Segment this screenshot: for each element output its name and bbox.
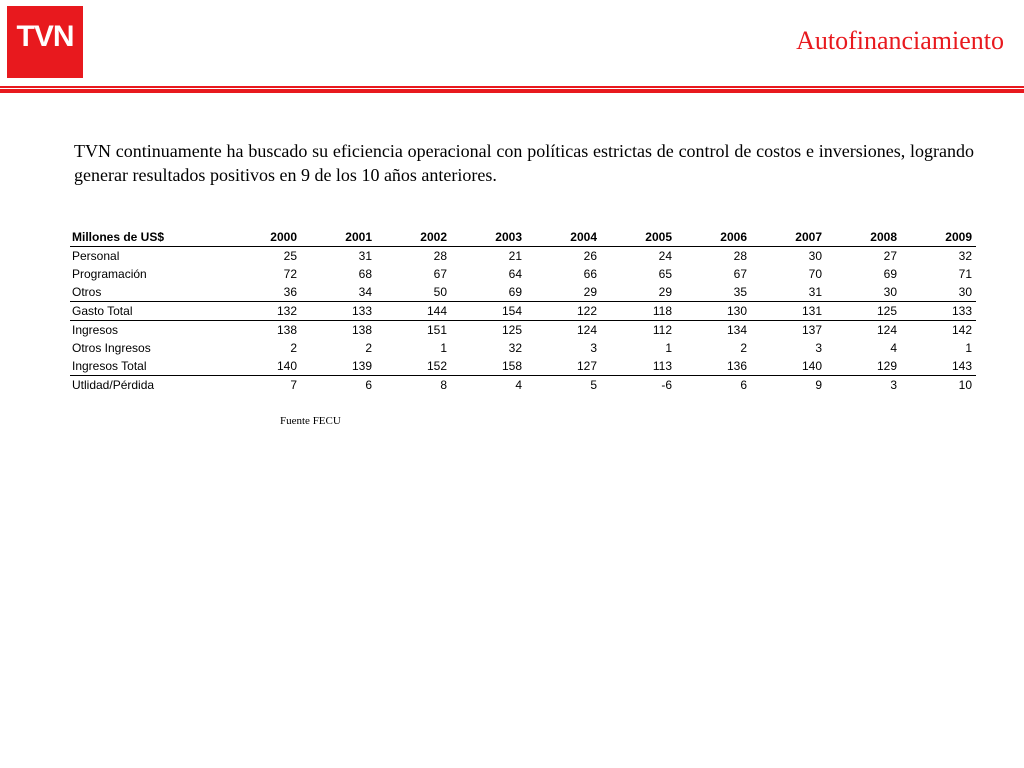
table-cell: 28 — [433, 249, 447, 263]
table-cell: 70 — [808, 267, 822, 281]
table-cell: 32 — [508, 341, 522, 355]
table-cell: 140 — [226, 357, 301, 376]
table-cell: 64 — [508, 267, 522, 281]
table-cell: 34 — [301, 283, 376, 302]
table-cell: 158 — [451, 357, 526, 376]
row-label: Otros — [70, 283, 226, 302]
table-row — [70, 302, 976, 321]
column-header: 2009 — [901, 228, 976, 247]
table-cell: 32 — [958, 249, 972, 263]
table-cell: 112 — [652, 323, 672, 337]
row-label: Personal — [72, 249, 120, 263]
table-cell: 122 — [526, 302, 601, 321]
column-header: 2001 — [301, 228, 376, 247]
table-cell: 6 — [740, 378, 747, 392]
row-label: Ingresos Total — [70, 357, 226, 376]
column-header: 2000 — [226, 228, 301, 247]
table-cell: 30 — [901, 283, 976, 302]
table-cell: 66 — [583, 267, 597, 281]
column-header: 2004 — [526, 228, 601, 247]
table-cell: 137 — [801, 323, 822, 337]
table-cell: 69 — [883, 267, 897, 281]
table-cell: 130 — [676, 302, 751, 321]
table-cell: 30 — [826, 283, 901, 302]
table-row — [70, 339, 976, 357]
table-cell: 8 — [440, 378, 447, 392]
table-cell: 72 — [283, 267, 297, 281]
table-cell: 151 — [426, 323, 447, 337]
table-cell: 124 — [876, 323, 897, 337]
table-cell: 143 — [901, 357, 976, 376]
table-row — [70, 283, 976, 302]
row-label: Gasto Total — [70, 302, 226, 321]
table-cell: 10 — [958, 378, 972, 392]
table-cell: 36 — [226, 283, 301, 302]
tvn-logo — [7, 6, 83, 78]
table-cell: 21 — [508, 249, 522, 263]
table-cell: 127 — [526, 357, 601, 376]
table-cell: 7 — [290, 378, 297, 392]
table-cell: 132 — [226, 302, 301, 321]
table-cell: 113 — [601, 357, 676, 376]
financial-table — [70, 228, 976, 394]
table-cell: 67 — [733, 267, 747, 281]
table-cell: 65 — [658, 267, 672, 281]
table-body — [70, 247, 976, 395]
table-cell: 138 — [351, 323, 372, 337]
column-header: Millones de US$ — [70, 228, 226, 247]
column-header: 2003 — [451, 228, 526, 247]
table-cell: 28 — [733, 249, 747, 263]
table-row — [70, 357, 976, 376]
header-rule-thin — [0, 86, 1024, 88]
table-cell: 140 — [751, 357, 826, 376]
row-label: Programación — [72, 267, 147, 281]
table-cell: 129 — [826, 357, 901, 376]
table-cell: 29 — [601, 283, 676, 302]
table-cell: 124 — [576, 323, 597, 337]
table-cell: 35 — [676, 283, 751, 302]
table-cell: 31 — [358, 249, 372, 263]
table-cell: 29 — [526, 283, 601, 302]
table-cell: 9 — [815, 378, 822, 392]
table-cell: 4 — [515, 378, 522, 392]
table-cell: 69 — [451, 283, 526, 302]
table-cell: 2 — [290, 341, 297, 355]
table-cell: 2 — [365, 341, 372, 355]
table-cell: 4 — [890, 341, 897, 355]
table-cell: 67 — [433, 267, 447, 281]
table-cell: 118 — [601, 302, 676, 321]
row-label: Ingresos — [72, 323, 119, 337]
table-cell: 152 — [376, 357, 451, 376]
table-cell: 6 — [365, 378, 372, 392]
table-row — [70, 321, 976, 340]
table-cell: 24 — [658, 249, 672, 263]
table-cell: 3 — [590, 341, 597, 355]
table-cell: 133 — [901, 302, 976, 321]
table-cell: 3 — [890, 378, 897, 392]
row-label: Utlidad/Pérdida — [72, 378, 155, 392]
table-cell: 144 — [376, 302, 451, 321]
table-cell: 71 — [958, 267, 972, 281]
table-row — [70, 265, 976, 283]
table-cell: 30 — [808, 249, 822, 263]
logo-text: TVN — [16, 20, 74, 53]
table-cell: 5 — [590, 378, 597, 392]
table-header-row — [70, 228, 976, 247]
table-cell: 136 — [676, 357, 751, 376]
column-header: 2008 — [826, 228, 901, 247]
table-row — [70, 376, 976, 395]
column-header: 2007 — [751, 228, 826, 247]
table-cell: 68 — [358, 267, 372, 281]
page-title: Autofinanciamiento — [796, 26, 1004, 55]
column-header: 2002 — [376, 228, 451, 247]
table-cell: 1 — [440, 341, 447, 355]
source-note: Fuente FECU — [280, 415, 341, 427]
table-cell: 142 — [951, 323, 972, 337]
table-cell: 125 — [501, 323, 522, 337]
row-label: Otros Ingresos — [72, 341, 151, 355]
table-cell: 31 — [751, 283, 826, 302]
table-cell: 139 — [301, 357, 376, 376]
table-cell: 26 — [583, 249, 597, 263]
table-cell: 134 — [726, 323, 747, 337]
table-cell: 27 — [883, 249, 897, 263]
header-rule-thick — [0, 89, 1024, 93]
table-cell: 125 — [826, 302, 901, 321]
table-cell: 50 — [376, 283, 451, 302]
intro-paragraph: TVN continuamente ha buscado su eficiencia operacional con políticas estrictas de control de costos e inversiones, logrando generar resultados positivos en 9 de los 10 años anteriores. — [74, 141, 974, 185]
table-cell: 131 — [751, 302, 826, 321]
table-cell: 138 — [276, 323, 297, 337]
table-cell: -6 — [661, 378, 672, 392]
table-cell: 133 — [301, 302, 376, 321]
table-cell: 2 — [740, 341, 747, 355]
table-cell: 1 — [965, 341, 972, 355]
table-cell: 3 — [815, 341, 822, 355]
table-cell: 1 — [665, 341, 672, 355]
table-cell: 25 — [283, 249, 297, 263]
column-header: 2005 — [601, 228, 676, 247]
table-cell: 154 — [451, 302, 526, 321]
column-header: 2006 — [676, 228, 751, 247]
table-row — [70, 247, 976, 266]
